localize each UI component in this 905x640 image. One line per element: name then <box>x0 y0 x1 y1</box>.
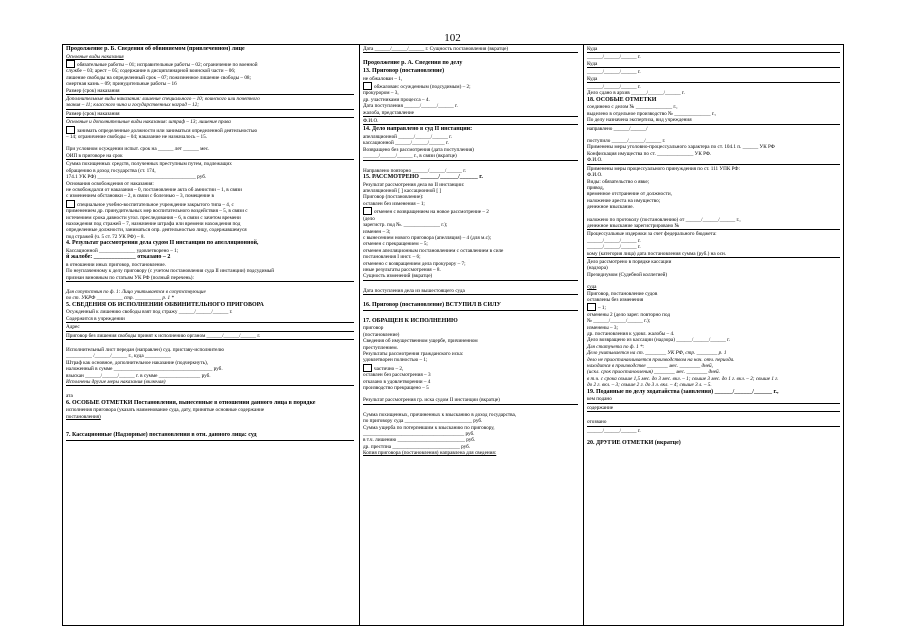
col1-line: 6. ОСОБЫЕ ОТМЕТКИ Постановления, вынесенные в отношении данного лица в порядке <box>66 399 316 406</box>
col2-line: др. престпна __________________________ руб. <box>363 443 471 450</box>
col2-line: апелляционной ______/______/______ г. <box>363 134 452 141</box>
col2-line: 14. Дело направлено в суд II инстанции: <box>363 126 473 133</box>
col3-line: выделено в отдельное производство № ______________ г., <box>587 110 716 117</box>
col2-line: Ф.И.О. <box>363 118 578 125</box>
col3-line: ______/______/______ г. <box>587 244 641 251</box>
col3-line: Применены меры процессуального принуждения по ст. 111 УПК РФ: <box>587 165 740 172</box>
col2-line: Результаты рассмотрения гражданского иска: <box>363 350 464 357</box>
col3-line: денежное взыскание зарегистрировано № <box>587 223 840 230</box>
col3-line: Куда <box>587 76 840 83</box>
col2-line: изменен – 3; <box>363 228 391 235</box>
col2-line: Приговор (постановление): <box>363 194 424 201</box>
col1-line: обязательные работы – 01; исправительные работы – 02; ограничение по военной <box>66 60 354 68</box>
col3-line: суда <box>587 284 597 291</box>
col1-line: смертная казнь – 09; принудительные работы – 16 <box>66 81 177 88</box>
col1-line: наложенный в сумме ______________________________________ руб. <box>66 366 223 373</box>
col1-line: звания – 11; классного чина и государственных наград – 12; <box>66 102 354 109</box>
col2-line: по приговору суда __________________________ руб. <box>363 418 483 425</box>
column-middle <box>359 45 581 625</box>
col1-line: признан виновным по статьям УК РФ (полный перечень): <box>66 275 354 282</box>
col1-line: Основные и дополнительные виды наказания: штраф – 13; лишение права <box>66 119 231 126</box>
col3-line: до 2 г. вкл. – 3; свыше 2 г. до 3 л. вкл. – 4; свыше 3 л. – 5. <box>587 382 712 389</box>
col1-line: Приговор без лишения свободы принят к исполнению органом ______/______/______ г. <box>66 333 354 340</box>
col2-line: преступлением. <box>363 344 398 351</box>
col1-line: исполнения приговора (указать наименование суда, дату, принятые основные содержание <box>66 407 265 414</box>
col1-line: Осужденный к лишению свободы взят под стражу ______/______/______ г. <box>66 309 233 316</box>
col2-line: Сумма ущерба по потерпевшим к взысканию по приговору, <box>363 424 495 431</box>
col1-line: Размер (срок) наказания <box>66 111 354 118</box>
col1-line: под стражей (ч. 5 ст. 72 УК РФ) – 8. <box>66 233 145 240</box>
col2-line: 16. Приговор (постановление) ВСТУПИЛ В СИЛУ <box>363 302 578 311</box>
col3-line: наложение ареста на имущество; <box>587 197 661 204</box>
col1-line: Дополнительные виды наказания: лишение специального – 10; воинского или почетного <box>66 96 260 103</box>
column-left <box>63 45 357 625</box>
col1-line: Штраф как основное, дополнительное наказание (подчеркнуть), <box>66 359 209 366</box>
col2-line: Направлено повторно ______/______/______ г. <box>363 167 467 174</box>
col3-line: в т.ч. с срока свыше 1,5 мес. до 3 мес. вкл. – 1; свыше 3 мес. до 1 г. вкл. – 2; свыше 1 г. <box>587 375 779 382</box>
col1-line: 174.1 УК РФ) ______________________________________ руб. <box>66 174 207 181</box>
col2-line: оставлен без изменения – 1; <box>363 200 425 207</box>
col2-line: Дата ______/______/______ г. Сущность постановления (вкратце) <box>363 46 578 53</box>
col3-line: 19. Поданные по делу ходатайства (заявления) ______/______/______ г., <box>587 388 779 395</box>
col1-line: Для сопутствия по ф. 1: Лицо учитывается в сопутствующие <box>66 288 206 295</box>
col1-line: 4. Результат рассмотрения дела судом II инстанции по апелляционной, <box>66 240 259 247</box>
col3-line: ______/______/______ г. <box>587 84 641 91</box>
col3-line: денежное взыскание. <box>587 204 634 211</box>
col1-line: Содержится в учреждении <box>66 316 354 323</box>
col3-line: Президиумом (Судебной коллегией) <box>587 271 668 278</box>
form-sheet <box>62 44 844 626</box>
col3-line: находится в производстве ________ мес. ________ дней, <box>587 363 713 370</box>
col3-line: Дело рассмотрено в порядке кассации <box>587 258 672 265</box>
col3-line: оставлены без изменения <box>587 297 644 303</box>
col2-line: зарегистр. под №. ______________ г.); <box>363 222 448 229</box>
col1-line: не освобождался от наказания – 0, постановление акта об амнистии – 1, в связи <box>66 186 242 193</box>
col2-line: др. участниками процесса – 4. <box>363 96 430 103</box>
col3-line: отозвано <box>587 419 840 426</box>
col3-line: (искл. срок приостановления) ________ мес. ________ дней. <box>587 369 720 376</box>
col1-line: применением др. принудительных мер воспитательного воздействия – 5, в связи с <box>66 208 248 215</box>
col2-line: производство прекращено – 5 <box>363 385 429 391</box>
col1-line: ОИП в приговоре на срок <box>66 153 354 160</box>
col2-line: ______/______/______ г., в связи (вкратце) <box>363 153 578 160</box>
col3-line: направлено ______/______/ <box>587 125 648 132</box>
col3-line: др. постановления к удовл. жалобы – 4. <box>587 331 675 338</box>
col1-line: нахождения под стражей – 7, назначение штрафа или времени нахождения под <box>66 220 241 227</box>
col1-line: ата <box>66 393 73 400</box>
col3-line: Процессуальные издержки за счет федерального бюджета: <box>587 231 717 238</box>
col2-line: (постановление) <box>363 331 400 338</box>
col1-line: __________ /______/______ г., куда __________ <box>66 353 171 360</box>
col3-line: Для статучета по ф. 1 *: <box>587 343 645 350</box>
col3-line: Конфискация имущества по ст. ______________ УК РФ. <box>587 150 712 157</box>
col2-line: Результат рассмотрения гр. иска судом II инстанции (вкратце) <box>363 397 578 404</box>
col1-line: Адрес <box>66 324 354 331</box>
col3-line: 18. ОСОБЫЕ ОТМЕТКИ <box>587 96 657 103</box>
col2-line: не обжалован – 1, <box>363 75 403 82</box>
col3-line: – 1; <box>587 303 840 311</box>
col2-line: отменен апелляционным постановлением с оставлением в силе <box>363 247 504 254</box>
col3-line: поступило ______/______/______ г. <box>587 138 666 145</box>
col2-line: постановления I инст. – 6; <box>363 254 421 261</box>
col3-line: № ______/______/______ г.); <box>587 318 651 325</box>
col1-line: Продолжение р. Б. Сведения об обвиняемом (привлеченном) лице <box>66 46 245 52</box>
col1-line: й жалобе: ______________ отказано – 2 <box>66 254 171 261</box>
col1-line: занимать определенные должности или заниматься определенной деятельностью <box>66 126 354 134</box>
col1-line: 5. СВЕДЕНИЯ ОБ ИСПОЛНЕНИИ ОБВИНИТЕЛЬНОГО ПРИГОВОРА <box>66 301 264 308</box>
col1-line: службе – 03; арест – 05; содержание в дисциплинарной воинской части – 06; <box>66 68 236 75</box>
col2-line: 15. РАССМОТРЕНО ______/______/______ г. <box>363 174 483 181</box>
page-number: 102 <box>444 32 461 44</box>
col3-line: наложено по протоколу (постановлению) от ______/______/______ г., <box>587 216 741 223</box>
col1-line: Основные виды наказания <box>66 53 124 60</box>
col3-line: привод, <box>587 184 604 191</box>
col1-line: Сумма похищенных средств, полученных преступным путем, подлежащих <box>66 161 232 168</box>
col3-line: временное отстранение от должности, <box>587 191 672 198</box>
col3-line: ______/______/______ г. <box>587 237 641 244</box>
col3-line: Дело учитывается на ст. ________ УК РФ, стр. ________ р. 1 <box>587 350 727 357</box>
col2-line: с вынесением нового приговора (апелляция) – 4 (для м.с); <box>363 234 492 241</box>
col1-line: лишение свободы на определенный срок – 07; пожизненное лишение свободы – 08; <box>66 74 251 81</box>
col1-line: Исполнительный лист передан (направлен) суд. приставу-исполнителю <box>66 347 224 353</box>
col3-line: (надзора) <box>587 265 608 272</box>
col3-line: Куда <box>587 61 840 68</box>
col1-line: По неуплаченному к делу приговору (с учетом постановления суда II инстанции) подсудимый <box>66 268 275 275</box>
col3-line: дело не приостанавливается производством на нач. отч. периода. <box>587 356 735 363</box>
col1-line: взыскан ______/______/______ г. в сумме ________________ руб. <box>66 372 211 379</box>
col2-line: апелляционной [ ] кассационной [ ] <box>363 188 442 195</box>
col1-line: Размер (срок) наказания <box>66 88 354 95</box>
col2-line: 13. Приговор (постановление) <box>363 68 445 74</box>
col2-line: прокурором – 3, <box>363 90 399 97</box>
col1-line: истечением срока давности угол. преследования – 6, в связи с зачетом времени <box>66 214 241 221</box>
col1-line: специальное учебно-воспитательное учреждение закрытого типа – 4, с <box>66 200 354 208</box>
col2-line: (дело <box>363 215 375 222</box>
col2-line: отменено с возвращением дела прокурору – 7; <box>363 260 466 267</box>
col3-line: Ф.И.О. <box>587 172 603 179</box>
col2-line: Сумма похищенных, причиненных к взысканию в доход государства, <box>363 411 517 418</box>
col1-line: Основания освобождения от наказания: <box>66 180 154 187</box>
col3-line: Дело сдано в архив ______/______/______ г. <box>587 90 685 97</box>
col3-line: ______/______/______ г. <box>587 427 641 434</box>
col3-line: Куда <box>587 46 840 53</box>
col3-line: изменены – 3; <box>587 324 618 331</box>
col3-line: Применены меры уголовно-процессуального характера по ст. 104.1 п. ______ УК РФ <box>587 144 775 151</box>
col1-line: обращению в доход государства (ст. 174, <box>66 167 156 174</box>
col2-line: Продолжение р. А. Сведения по делу <box>363 60 463 67</box>
col2-line: Сущность изменений (вкратце) <box>363 273 578 280</box>
col1-line: постановления) <box>66 413 101 420</box>
col2-line: иные результаты рассмотрения – 8. <box>363 266 441 273</box>
col3-line: ______/______/______ г. <box>587 54 641 61</box>
col1-line: При условном осуждении испыт. срок на ______ лет ______ мес. <box>66 146 210 153</box>
col3-line: 20. ДРУГИЕ ОТМЕТКИ (вкратце) <box>587 439 681 446</box>
col3-line: Ф.И.О. <box>587 157 840 164</box>
col1-line: Кассационной ______________ удовлетворено – 1; <box>66 247 179 254</box>
col2-line: Дата поступления ______/______/______ г. <box>363 103 458 110</box>
col2-line: отменен с возвращением на новое рассмотрение – 2 <box>363 207 578 215</box>
col2-line: в т.ч. лишению __________________________ руб. <box>363 437 476 444</box>
col1-line: определенные должности, заниматься опр. деятельностью лицу, содержавшемуся <box>66 227 247 234</box>
col3-line: По делу назначена экспертиза, вид учреждения <box>587 117 840 124</box>
col3-line: соединено с делом № ______________ г., <box>587 104 678 111</box>
col2-line: обжалован: осужденным (подсудимым) – 2; <box>363 82 578 90</box>
col1-line: с изменением обстановки – 2, в связи с болезнью – 3, помещение в <box>66 193 214 200</box>
col2-line: Дата поступления дела из вышестоящего суда <box>363 288 578 295</box>
col3-line: содержание <box>587 405 840 412</box>
col2-line: удовлетворен полностью – 1; <box>363 357 428 364</box>
col2-line: отменен с прекращением – 5; <box>363 241 428 248</box>
col1-line: Исполнены другие меры наказания (включая) <box>66 379 354 386</box>
col2-line: частично – 2, <box>363 364 578 372</box>
col2-line: жалоба, представление <box>363 110 578 117</box>
col2-line: 17. ОБРАЩЕН К ИСПОЛНЕНИЮ <box>363 317 458 324</box>
col3-line: Дело возвращено из кассации (надзора) ______/______/______ г. <box>587 337 730 344</box>
col1-line: 7. Кассационные (Надзорные) постановления в отн. данного лица: суд <box>66 432 354 441</box>
col2-line: Результат рассмотрения дела во II инстанции: <box>363 181 465 188</box>
col2-line: приговор <box>363 325 384 332</box>
column-right <box>583 45 843 625</box>
col2-line: Возвращено без рассмотрения (дата поступления) <box>363 146 474 153</box>
col3-line: Приговор, постановление судов <box>587 290 658 297</box>
col2-line: кассационной ______/______/______ г. <box>363 140 449 147</box>
col2-line: _______________________________________ руб. <box>363 431 475 438</box>
col3-line: отменены 2 (дело зарег. повторно под <box>587 311 671 318</box>
col1-line: – 14; ограничение свободы – 04; наказание не назначалось – 15. <box>66 134 207 141</box>
col3-line: кому (категория лица) дата постановления сумма (руб.) на осн. <box>587 251 840 258</box>
col1-line: в отношении иных приговор, постановление. <box>66 261 166 268</box>
col3-line: ______/______/______ г. <box>587 69 641 76</box>
col2-line: оставлен без рассмотрения – 3 <box>363 372 431 379</box>
col1-line: по ст. УКРФ __________ стр. __________ р. 1 * <box>66 295 175 302</box>
col2-line: Сведения об имущественном ущербе, причиненном <box>363 338 478 345</box>
col3-line: кем подано <box>587 396 840 403</box>
col2-line: отказано в удовлетворении – 4 <box>363 378 431 385</box>
col2-line: Копия приговора (постановления) направлена для сведения: <box>363 450 497 457</box>
col3-line: Виды: обязательство о явке; <box>587 178 650 185</box>
